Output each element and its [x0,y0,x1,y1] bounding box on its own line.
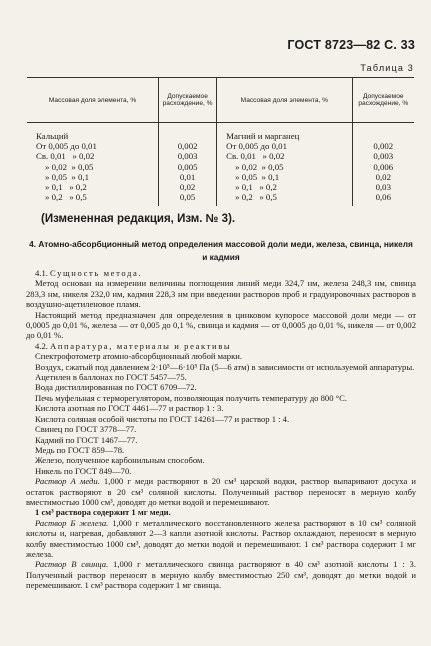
list-item: Спектрофотометр атомно-абсорбционный любой марки. [35,351,243,362]
range-item: От 0,005 до 0,01 [226,141,287,152]
list-item: Ацетилен в баллонах по ГОСТ 5457—75. [35,372,187,383]
list-item: Кислота азотная по ГОСТ 4461—77 и раствор 1 : 3. [35,403,224,414]
tolerance-item: 0,002 [177,141,198,152]
clause-4-2-heading [26,341,416,351]
clause-4-1-heading [26,268,416,278]
list-item: Кислота соляная особой чистоты по ГОСТ 14261—77 и раствор 1 : 4. [35,413,290,424]
tolerance-item: 0,02 [179,182,196,193]
left-range-cell [27,123,159,207]
solution-v-paragraph [26,559,416,590]
list-item: Кадмий по ГОСТ 1467—77. [35,434,138,445]
right-tolerance-cell [352,123,414,207]
solution-b-label: Раствор Б железа. [35,517,109,528]
list-item: Воздух, сжатый под давлением 2·10⁵—6·10⁵ Па (5—6 атм) в зависимости от используемой аппаратуры. [35,361,415,372]
table-title: Таблица 3 [360,63,414,73]
list-item: Свинец по ГОСТ 3778—77. [35,424,137,435]
range-item: » 0,02 » 0,05 [235,161,284,172]
solution-a-paragraph [26,476,416,507]
paragraph: Настоящий метод предназначен для определения в цинковом купоросе массовой доли меди — от 0,0005 до 0,01 %, железа — от 0,005 до 0,1 %, свинца и кадмия — от 0,0005 до 0,01 %, никеля — от 0,002 до 0,01 %. [26,309,416,341]
range-item: » 0,2 » 0,5 [235,192,277,203]
list-item: Медь по ГОСТ 859—78. [35,444,125,455]
range-item: » 0,2 » 0,5 [45,192,87,203]
list-item: Печь муфельная с терморегулятором, позволяющая получить температуру до 800 °С. [35,392,347,403]
range-item: » 0,1 » 0,2 [235,182,277,193]
group-calcium: Кальций [36,131,69,141]
tolerance-item: 0,03 [375,182,391,193]
col-header-tolerance-left: Допускаемое расхождение, % [159,78,217,123]
tolerance-item: 0,005 [177,161,198,172]
amendment-note: (Измененная редакция, Изм. № 3). [41,213,236,225]
range-item: От 0,005 до 0,01 [36,141,97,152]
tolerance-item: 0,01 [179,171,196,182]
range-item: Св. 0,01 » 0,02 [226,151,285,162]
solution-a-text: 1,000 г меди растворяют в 20 см³ царской водки, раствор выпаривают досуха и остаток растворяют в 20 см³ соляной кислоты. Полученный раствор переносят в мерную колбу вместимостью 1000 см³, доводят до метки водой и перемешивают. [26,476,417,507]
tolerance-item: 0,006 [373,161,394,172]
solution-b-paragraph [26,518,416,560]
tolerance-table [27,77,414,206]
range-item: » 0,05 » 0,1 [45,171,89,182]
tolerance-item: 0,003 [373,151,394,162]
solution-v-text: 1,000 г металлического свинца растворяют в 40 см³ азотной кислоты 1 : 3. Полученный раствор переносят в мерную колбу вместимостью 250 см³, доводят до метки водой и перемешивают. 1 см³ раствора содержит 1 мг свинца. [26,559,416,591]
clause-number: 4.1. [35,268,48,278]
left-tolerance-cell [159,123,217,207]
clause-title: Сущность метода. [50,268,143,278]
solution-a-concentration: 1 см³ раствора содержит 1 мг меди. [35,507,171,518]
tolerance-item: 0,05 [179,192,196,203]
col-header-tolerance-right: Допускаемое расхождение, % [352,78,414,123]
solution-b-text: 1,000 г металлического восстановленного железа растворяют в 10 см³ соляной кислоты и, нагревая, добавляют 2—3 капли азотной кислоты. Раствор охлаждают, переносят в мерную колбу вместимостью 1000 см³, доводят до метки водой и перемешивают. 1 см³ раствора содержит 1 мг железа. [26,517,416,559]
range-item: » 0,02 » 0,05 [45,161,94,172]
solution-a-label: Раствор А меди. [35,476,100,487]
tolerance-item: 0,06 [375,192,391,203]
body-text [26,268,416,591]
col-header-mass-fraction-left: Массовая доля элемента, % [27,78,159,123]
range-item: » 0,1 » 0,2 [45,182,87,193]
range-item: » 0,05 » 0,1 [235,171,280,182]
right-range-cell [217,123,352,207]
list-item: Вода дистиллированная по ГОСТ 6709—72. [35,382,197,393]
range-item: Св. 0,01 » 0,02 [36,151,95,162]
col-header-mass-fraction-right: Массовая доля элемента, % [217,78,352,123]
group-magnesium-manganese: Магний и марганец [226,131,300,141]
paragraph: Метод основан на измерении величины поглощения линий меди 324,7 нм, железа 248,3 нм, свинца 283,3 нм, никеля 232,0 нм, кадмия 228,3 нм при введении растворов проб и градуировочных растворов в воздушно-ацетиленовое пламя. [26,278,416,310]
clause-number: 4.2. [35,340,48,351]
clause-title: Аппаратура, материалы и реактивы [50,340,232,351]
list-item: Никель по ГОСТ 849—70. [35,465,132,476]
tolerance-item: 0,002 [373,141,394,152]
section-4-title: 4. Атомно-абсорбционный метод определения массовой доли меди, железа, свинца, никеля и кадмия [29,239,413,262]
tolerance-item: 0,02 [375,171,391,182]
list-item: Железо, полученное карбонильным способом. [35,455,205,466]
page-header: ГОСТ 8723—82 С. 33 [287,38,415,52]
solution-v-label: Раствор В свинца. [35,559,109,570]
tolerance-item: 0,003 [177,151,198,162]
